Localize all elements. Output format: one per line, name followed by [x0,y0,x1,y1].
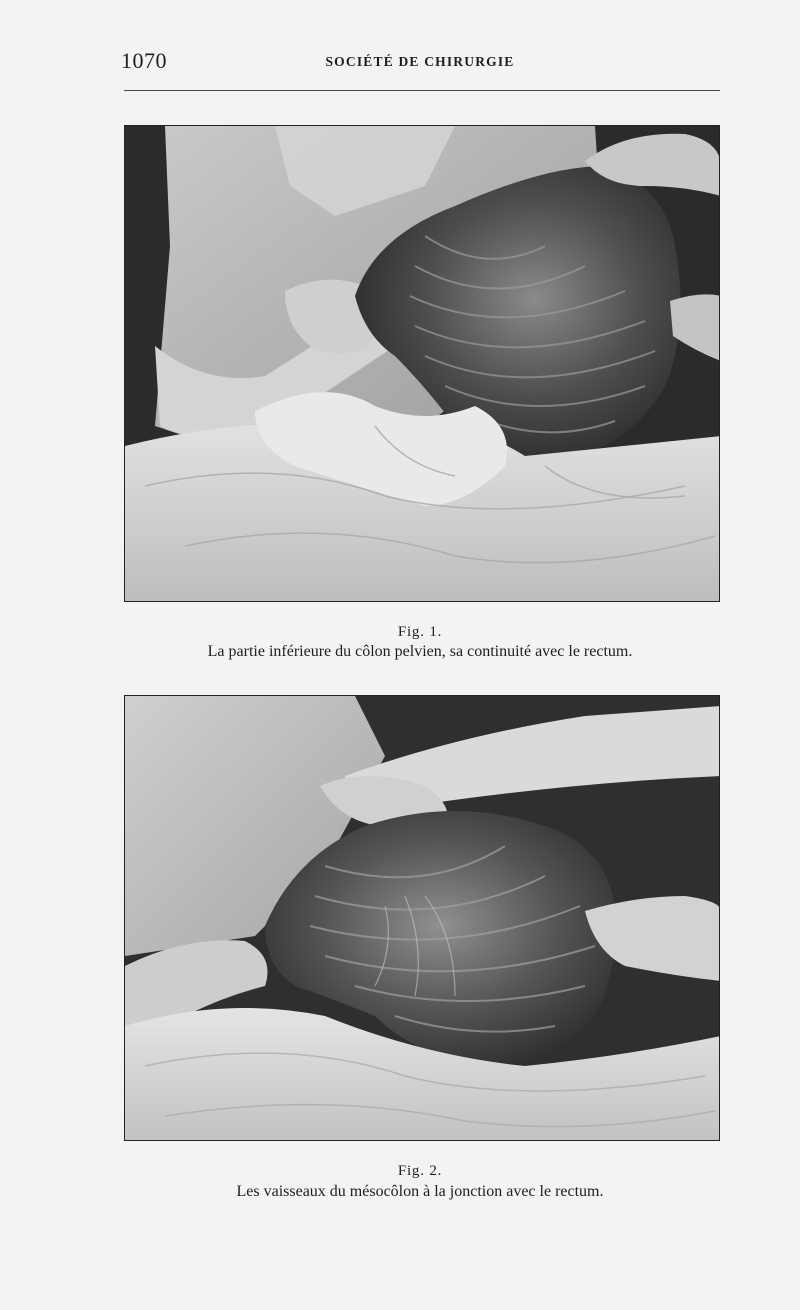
figure-2-photograph [124,695,720,1141]
figure-1-photo-illustration [125,126,720,602]
page-number: 1070 [121,48,167,73]
figure-1-label: Fig. 1. [397,624,443,640]
figure-2-caption: Les vaisseaux du mésocôlon à la jonction avec le rectum. [236,1183,604,1200]
figure-1-photograph [124,125,720,602]
figure-2-photo-illustration [125,696,720,1141]
figure-1-caption: La partie inférieure du côlon pelvien, sa continuité avec le rectum. [207,643,633,660]
header-rule [124,90,720,91]
figure-2-label: Fig. 2. [397,1163,443,1179]
running-head: SOCIÉTÉ DE CHIRURGIE [325,54,515,69]
